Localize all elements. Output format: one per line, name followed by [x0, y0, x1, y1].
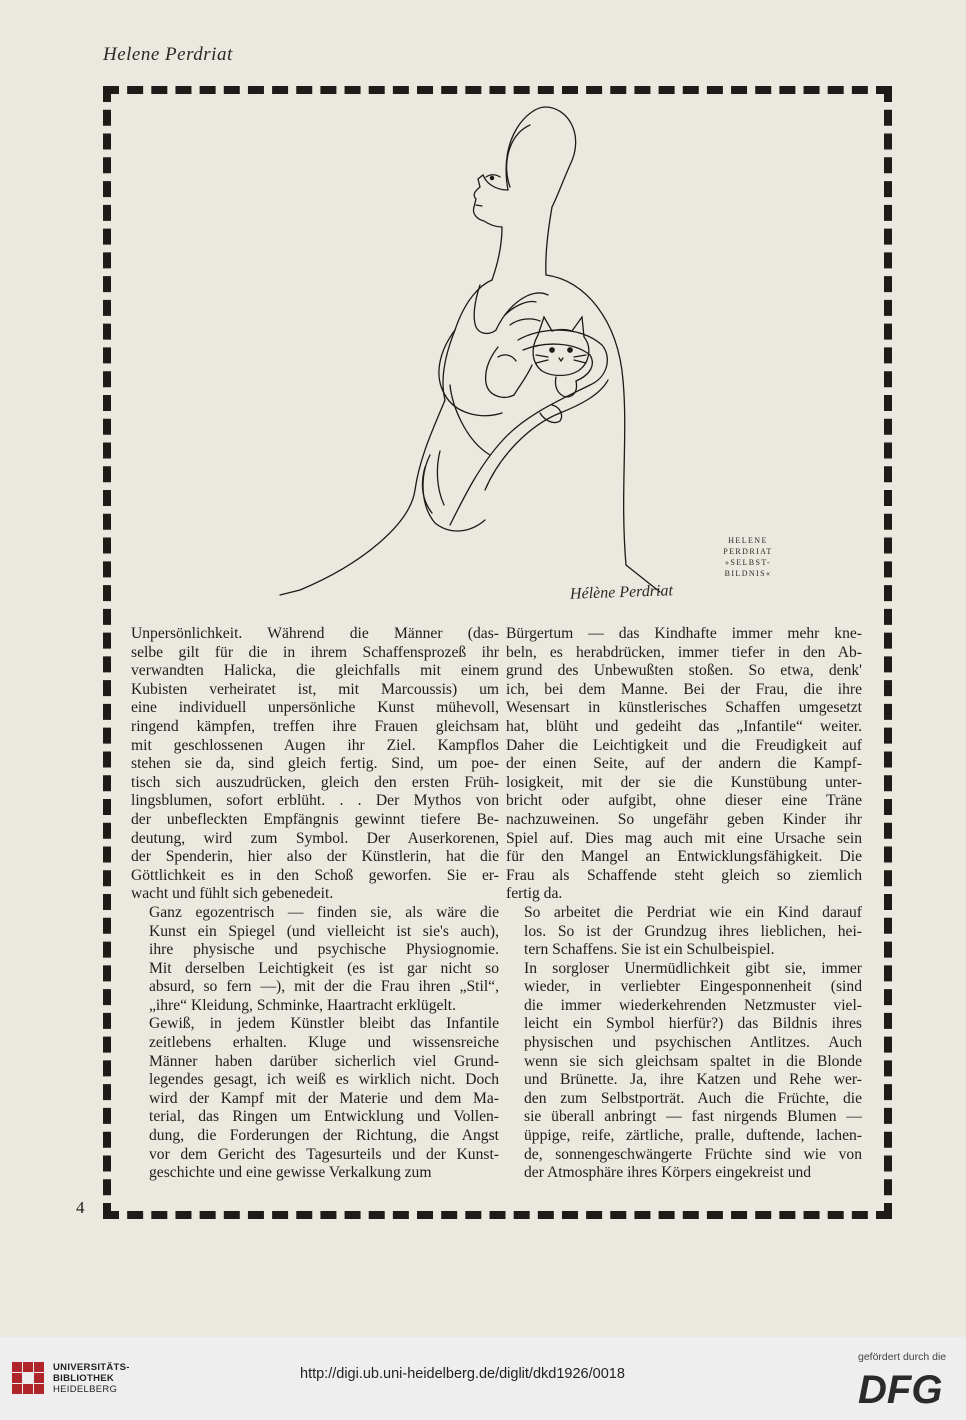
figure-caption [708, 535, 788, 579]
digitization-footer [0, 1337, 966, 1420]
source-url-link[interactable]: http://digi.ub.uni-heidelberg.de/diglit/dkd1926/0018 [300, 1366, 625, 1382]
text-line: Göttlichkeit es in den Schoß geworfen. Sie er- [131, 866, 499, 884]
paragraph [131, 904, 499, 1016]
self-portrait-illustration [240, 95, 710, 605]
caption-line: BILDNIS« [724, 569, 772, 578]
text-line: ich, bei dem Manne. Bei der Frau, die ihre [506, 680, 862, 698]
text-line: vor dem Gericht des Tagesurteils und der Kunst- [149, 1145, 499, 1163]
text-line: legendes gesagt, ich weiß es wirklich nicht. Doch [149, 1071, 499, 1089]
library-name [53, 1362, 130, 1395]
paragraph [506, 960, 862, 1183]
text-line: den zum Selbstporträt. Auch die Früchte, die [524, 1089, 862, 1107]
text-line: wacht und fühlt sich gebenedeit. [131, 885, 334, 903]
text-line: terial, das Ringen um Entwicklung und Vollen- [149, 1108, 499, 1126]
dfg-logo [858, 1367, 954, 1409]
paragraph [506, 625, 862, 904]
paragraph [131, 625, 499, 904]
text-line: lingsblumen, sofort erblüht. . . Der Mythos von [131, 792, 499, 810]
running-head: Helene Perdriat [103, 44, 233, 65]
text-line: der unbefleckten Empfängnis gewinnt tiefere Be- [131, 810, 499, 828]
artist-signature: Hélène Perdriat [569, 582, 674, 603]
text-line: hat, blüht und gedeiht das „Infantile“ weiter. [506, 717, 862, 735]
library-name-line: BIBLIOTHEK [53, 1373, 115, 1384]
text-line: absurd, so fern —), mit der die Frau ihren „Stil“, [149, 978, 499, 996]
text-line: wieder, in verliebter Eingesponnenheit (sind [524, 978, 862, 996]
text-line: Spiel auf. Dies mag auch mit eine Ursache sein [506, 829, 862, 847]
text-line: physischen und psychischen Antlitzes. Auch [524, 1034, 862, 1052]
text-line: So arbeitet die Perdriat wie ein Kind darauf [524, 903, 862, 921]
text-line: ihre physische und psychische Physiognomie. [149, 941, 499, 959]
text-line: de, sonnengeschwängerte Früchte sind wie von [524, 1145, 862, 1163]
text-line: fertig da. [506, 885, 563, 903]
text-line: deutung, wird zum Symbol. Der Auserkorenen, [131, 829, 499, 847]
text-line: mit geschlossenen Augen ihr Ziel. Kampflos [131, 736, 499, 754]
text-line: Gewiß, in jedem Künstler bleibt das Infantile [149, 1015, 499, 1033]
text-line: die immer wiederkehrenden Netzmuster viel- [524, 996, 862, 1014]
text-line: grund des Unbewußten stoßen. So etwa, denk' [506, 662, 862, 680]
text-line: Kunst ein Spiegel (und vielleicht ist sie's auch), [149, 922, 499, 940]
text-line: selbe gilt für die in ihrem Schaffensprozeß ihr [131, 643, 499, 661]
text-line: stehen sie da, sind gleich fertig. Sind, um poe- [131, 755, 499, 773]
text-line: nachzuweinen. So ungefähr geben Kinder ihr [506, 810, 862, 828]
library-name-line: HEIDELBERG [53, 1384, 118, 1395]
text-line: zeitlebens erhalten. Kluge und wissensreiche [149, 1034, 499, 1052]
caption-line: »SELBST- [724, 558, 772, 567]
text-line: eine individuell unpersönliche Kunst mühevoll, [131, 699, 499, 717]
text-line: Männer haben darüber sicherlich viel Grund- [149, 1052, 499, 1070]
text-line: Ganz egozentrisch — finden sie, als wäre die [149, 903, 499, 921]
text-line: der Spenderin, hier also der Künstlerin, hat die [131, 848, 499, 866]
paragraph [506, 904, 862, 960]
text-line: Daher die Leichtigkeit und die Freudigkeit auf [506, 736, 862, 754]
university-library-logo-icon [10, 1360, 46, 1396]
caption-line: PERDRIAT [723, 547, 773, 556]
text-line: los. So ist der Grundzug ihres lieblichen, hei- [524, 922, 862, 940]
text-line: Unpersönlichkeit. Während die Männer (das- [131, 625, 499, 642]
text-line: der Atmosphäre ihres Körpers eingekreist und [524, 1164, 812, 1182]
page-number: 4 [76, 1198, 85, 1217]
text-line: Mit derselben Leichtigkeit (es ist gar nicht so [149, 959, 499, 977]
library-name-line: UNIVERSITÄTS- [53, 1362, 130, 1373]
text-line: und Brünette. Ja, ihre Katzen und Rehe wer- [524, 1071, 862, 1089]
text-line: Bürgertum — das Kindhafte immer mehr kne- [506, 625, 862, 642]
text-line: für den Mangel an Entwicklungsfähigkeit. Die [506, 848, 862, 866]
funding-label: gefördert durch die [858, 1351, 947, 1363]
text-line: ringend kämpfen, treffen ihre Frauen gleichsam [131, 717, 499, 735]
text-line: bricht oder aufgibt, ohne dieser eine Träne [506, 792, 862, 810]
text-line: tern Schaffens. Sie ist ein Schulbeispiel. [524, 941, 775, 959]
dfg-logo-text: DFG [858, 1368, 943, 1409]
text-line: Wesensart in künstlerisches Schaffen umgesetzt [506, 699, 862, 717]
text-line: sie überall anbringt — fast nirgends Blumen — [524, 1108, 862, 1126]
text-line: üppige, reife, zärtliche, pralle, duftende, lachen- [524, 1127, 862, 1145]
caption-line: HELENE [728, 536, 768, 545]
text-line: Kubisten verheiratet ist, mit Marcoussis) um [131, 680, 499, 698]
text-line: losigkeit, mit der sie die Kunstübung unter- [506, 773, 862, 791]
paragraph [131, 1015, 499, 1182]
text-line: tisch sich auszudrücken, gleich den ersten Früh- [131, 773, 499, 791]
text-line: Frau als Schaffende steht gleich so ziemlich [506, 866, 862, 884]
text-line: In sorgloser Unermüdlichkeit gibt sie, immer [524, 959, 862, 977]
text-column-left [131, 625, 499, 1183]
text-line: dung, die Forderungen der Richtung, die Angst [149, 1127, 499, 1145]
text-line: „ihre“ Kleidung, Schminke, Haartracht erklügelt. [149, 996, 456, 1014]
text-line: beln, es herabdrücken, immer tiefer in den Ab- [506, 643, 862, 661]
text-line: leicht ein Symbol hierfür?) das Bildnis ihres [524, 1015, 862, 1033]
text-line: geschichte und eine gewisse Verkalkung zum [149, 1164, 432, 1182]
text-line: der einen Seite, auf der andern die Kampf- [506, 755, 862, 773]
text-line: wenn sie sich gleichsam spaltet in die Blonde [524, 1052, 862, 1070]
text-line: wird der Kampf mit der Materie und dem Ma- [149, 1089, 499, 1107]
text-line: verwandten Halicka, die gleichfalls mit einem [131, 662, 499, 680]
text-column-right [506, 625, 862, 1183]
